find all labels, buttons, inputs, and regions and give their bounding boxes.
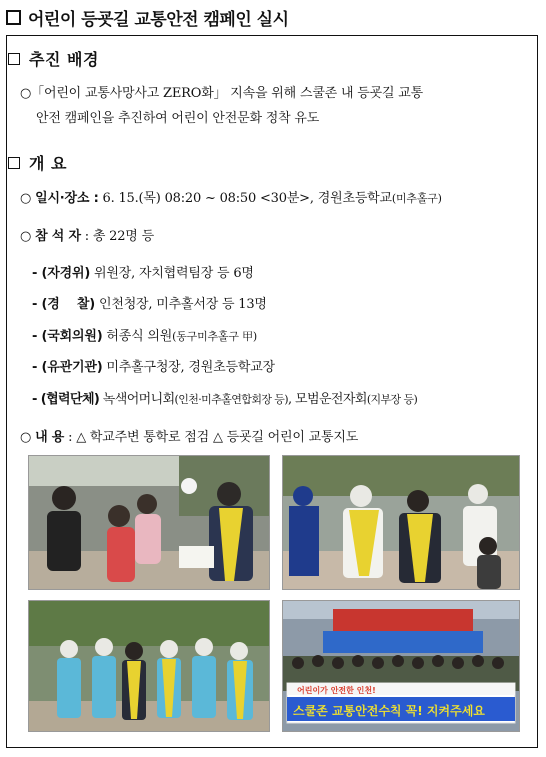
- circle-bullet: ○: [20, 430, 32, 445]
- photo-police-with-child: [282, 455, 520, 590]
- group-value-2: , 모범운전자회: [287, 392, 367, 407]
- attendees-value: : 총 22명 등: [84, 229, 154, 244]
- group-value: 미추홀구청장, 경원초등학교장: [106, 360, 275, 375]
- group-note: (동구미추홀구 甲): [172, 330, 257, 343]
- circle-bullet: ○: [20, 86, 32, 101]
- content-label: 내 용: [35, 430, 65, 445]
- group-note-2: (지부장 등): [366, 393, 418, 406]
- attendees-line: [20, 225, 154, 244]
- square-bullet-icon: [8, 157, 20, 169]
- group-value: 위원장, 자치협력팀장 등 6명: [94, 266, 254, 281]
- background-line-1: [20, 82, 423, 101]
- document-title: [6, 4, 289, 30]
- group-label: (자경위): [41, 266, 91, 281]
- background-text-2: 안전 캠페인을 추진하여 어린이 안전문화 정착 유도: [36, 111, 320, 126]
- group-row: - (유관기관) 미추홀구청장, 경원초등학교장: [32, 360, 275, 375]
- background-text-1: 「어린이 교통사망사고 ZERO화」 지속을 위해 스쿨존 내 등굣길 교통: [31, 86, 423, 101]
- group-row: - (경 찰) 인천청장, 미추홀서장 등 13명: [32, 297, 267, 312]
- banner-main-text: 스쿨존 교통안전수칙 꼭! 지켜주세요: [293, 704, 485, 718]
- group-row: - (자경위) 위원장, 자치협력팀장 등 6명: [32, 266, 254, 281]
- group-row: - (국회의원) 허종식 의원(동구미추홀구 甲): [32, 329, 257, 344]
- title-text: 어린이 등굣길 교통안전 캠페인 실시: [28, 9, 289, 30]
- section-background-title: 추진 배경: [29, 50, 99, 69]
- group-value: 인천청장, 미추홀서장 등 13명: [98, 297, 267, 312]
- group-label: (국회의원): [41, 329, 103, 344]
- when-value: 6. 15.(목) 08:20 ~ 08:50 <30분>, 경원초등학교: [102, 191, 392, 206]
- group-label: (협력단체): [40, 392, 100, 407]
- section-overview-heading: [8, 151, 67, 174]
- background-line-2: [36, 107, 319, 126]
- when-note: (미추홀구): [391, 192, 442, 205]
- photo-children-greeting: [28, 455, 270, 590]
- photo-banner-group: [282, 600, 520, 732]
- group-row: - (협력단체) 녹색어머니회(인천·미추홀연합회장 등), 모범운전자회(지부장 등): [32, 392, 418, 407]
- group-value: 허종식 의원: [106, 329, 173, 344]
- banner-top-text: 어린이가 안전한 인천!: [297, 686, 376, 695]
- checkbox-square-icon: [6, 10, 21, 25]
- group-label: (유관기관): [41, 360, 103, 375]
- circle-bullet: ○: [20, 191, 32, 206]
- photo-police-group: [28, 600, 270, 732]
- section-background-heading: [8, 47, 99, 70]
- when-label: 일시·장소 :: [35, 191, 99, 206]
- group-note: (인천·미추홀연합회장 등): [174, 393, 288, 406]
- content-value: : △ 학교주변 통학로 점검 △ 등굣길 어린이 교통지도: [68, 430, 359, 445]
- section-overview-title: 개 요: [29, 154, 67, 173]
- content-line: [20, 426, 358, 445]
- circle-bullet: ○: [20, 229, 32, 244]
- group-value: 녹색어머니회: [102, 392, 175, 407]
- group-label: (경 찰): [41, 297, 96, 312]
- attendees-label: 참 석 자: [35, 229, 81, 244]
- square-bullet-icon: [8, 53, 20, 65]
- when-where-line: [20, 187, 442, 206]
